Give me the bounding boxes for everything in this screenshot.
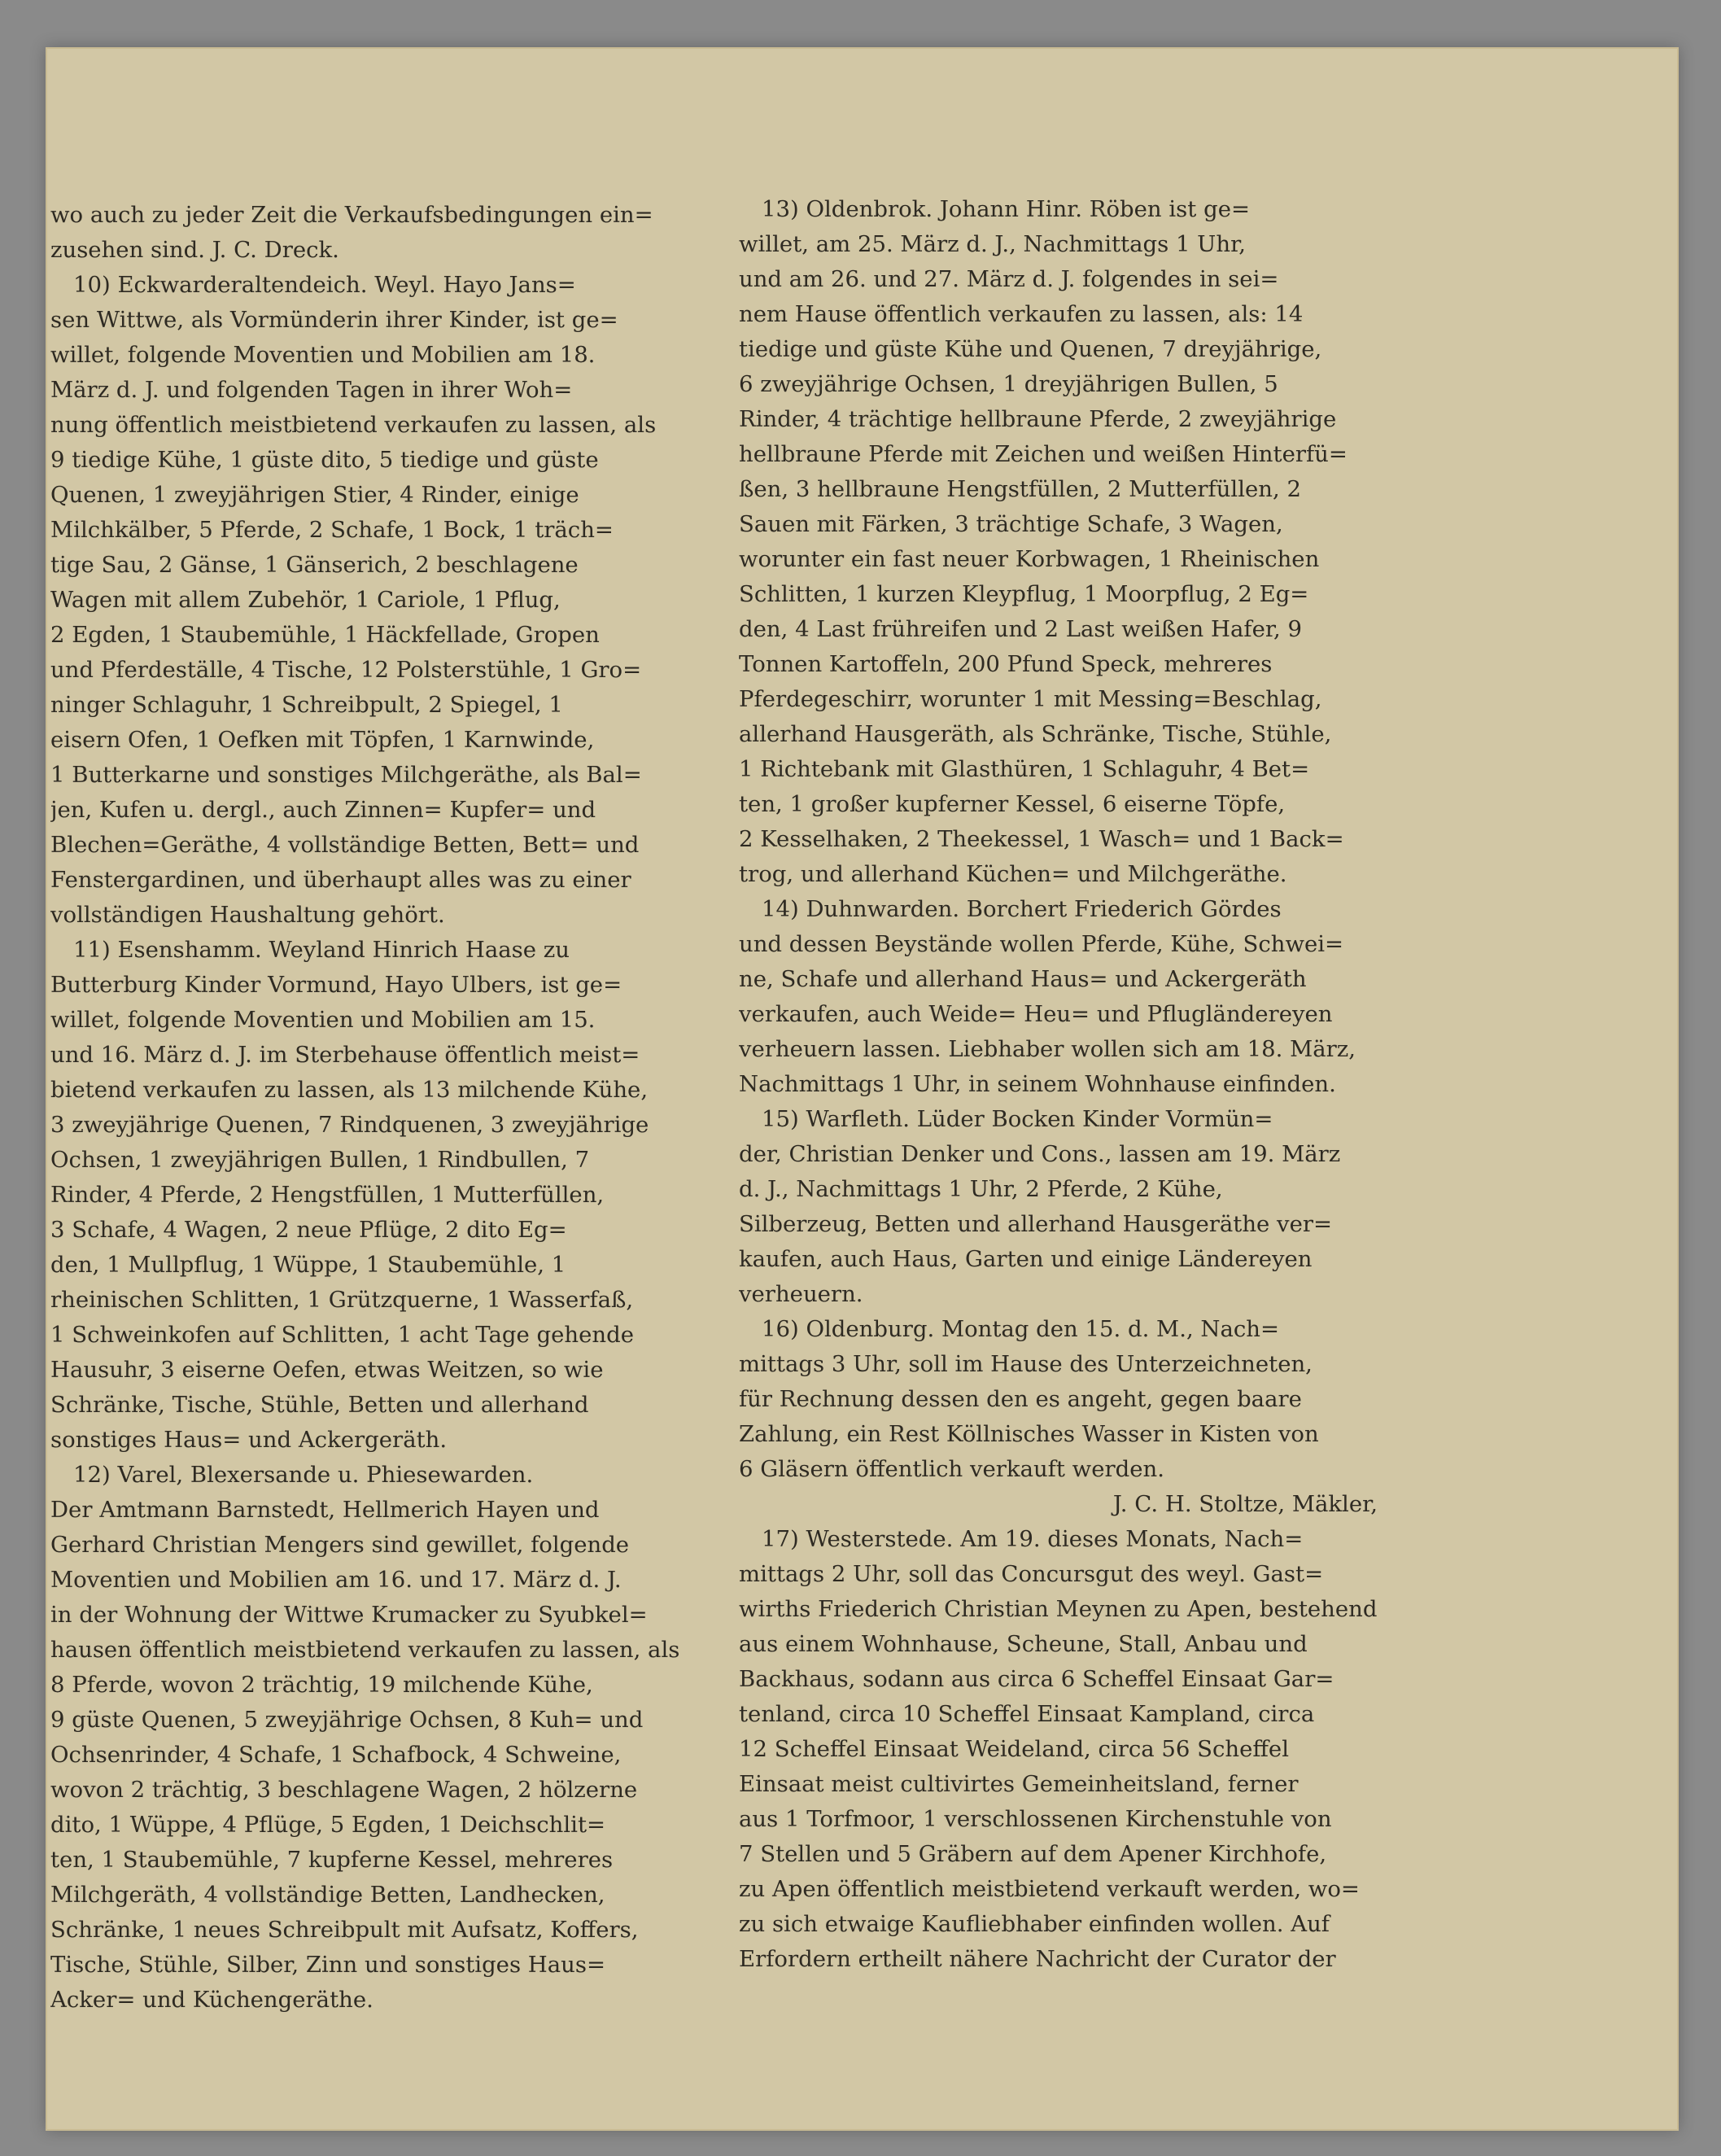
text-line: hellbraune Pferde mit Zeichen und weißen Hinterfü= (739, 441, 1348, 467)
text-line: Butterburg Kinder Vormund, Hayo Ulbers, ist ge= (50, 972, 622, 998)
text-line: den, 1 Mullpflug, 1 Wüppe, 1 Staubemühle, 1 (50, 1252, 566, 1278)
text-line: 12 Scheffel Einsaat Weideland, circa 56 Scheffel (739, 1736, 1289, 1762)
text-line: 6 zweyjährige Ochsen, 1 dreyjährigen Bullen, 5 (739, 371, 1278, 397)
text-line: willet, am 25. März d. J., Nachmittags 1 Uhr, (739, 231, 1246, 257)
text-line: tiedige und güste Kühe und Quenen, 7 dreyjährige, (739, 336, 1322, 362)
text-line: mittags 2 Uhr, soll das Concursgut des weyl. Gast= (739, 1561, 1324, 1587)
text-line: mittags 3 Uhr, soll im Hause des Unterzeichneten, (739, 1351, 1313, 1377)
text-line: nem Hause öffentlich verkaufen zu lassen, als: 14 (739, 301, 1304, 327)
text-line: ten, 1 Staubemühle, 7 kupferne Kessel, mehreres (50, 1847, 614, 1873)
text-line: hausen öffentlich meistbietend verkaufen zu lassen, als (50, 1637, 680, 1663)
text-line: Erfordern ertheilt nähere Nachricht der Curator der (739, 1946, 1336, 1972)
text-line: 1 Butterkarne und sonstiges Milchgeräthe, als Bal= (50, 762, 642, 788)
text-line: Fenstergardinen, und überhaupt alles was zu einer (50, 867, 631, 893)
text-line: für Rechnung dessen den es angeht, gegen baare (739, 1386, 1302, 1412)
text-line: Tische, Stühle, Silber, Zinn und sonstiges Haus= (50, 1952, 606, 1978)
text-line: und am 26. und 27. März d. J. folgendes in sei= (739, 266, 1279, 292)
text-line: ßen, 3 hellbraune Hengstfüllen, 2 Mutterfüllen, 2 (739, 476, 1301, 502)
text-line: 3 Schafe, 4 Wagen, 2 neue Pflüge, 2 dito Eg= (50, 1217, 567, 1243)
text-line: worunter ein fast neuer Korbwagen, 1 Rheinischen (739, 546, 1320, 572)
text-line: 12) Varel, Blexersande u. Phiesewarden. (73, 1462, 534, 1488)
text-line: rheinischen Schlitten, 1 Grützquerne, 1 Wasserfaß, (50, 1287, 634, 1313)
text-line: Silberzeug, Betten und allerhand Hausgeräthe ver= (739, 1211, 1333, 1237)
right-column (739, 192, 1475, 1977)
text-line: Milchgeräth, 4 vollständige Betten, Landhecken, (50, 1882, 605, 1908)
text-line: zusehen sind. J. C. Dreck. (50, 237, 339, 263)
text-line: Quenen, 1 zweyjährigen Stier, 4 Rinder, einige (50, 482, 579, 508)
text-line: tenland, circa 10 Scheffel Einsaat Kampland, circa (739, 1701, 1315, 1727)
text-line: 3 zweyjährige Quenen, 7 Rindquenen, 3 zweyjährige (50, 1112, 649, 1138)
text-line: Ochsen, 1 zweyjährigen Bullen, 1 Rindbullen, 7 (50, 1147, 590, 1173)
text-line: der, Christian Denker und Cons., lassen am 19. März (739, 1141, 1341, 1167)
text-line: wirths Friederich Christian Meynen zu Apen, bestehend (739, 1596, 1378, 1622)
text-line: d. J., Nachmittags 1 Uhr, 2 Pferde, 2 Kühe, (739, 1176, 1223, 1202)
text-line: 2 Kesselhaken, 2 Theekessel, 1 Wasch= und 1 Back= (739, 826, 1344, 852)
text-line: bietend verkaufen zu lassen, als 13 milchende Kühe, (50, 1077, 649, 1103)
text-line: tige Sau, 2 Gänse, 1 Gänserich, 2 beschlagene (50, 552, 579, 578)
text-line: 6 Gläsern öffentlich verkauft werden. (739, 1456, 1164, 1482)
text-line: Schlitten, 1 kurzen Kleypflug, 1 Moorpflug, 2 Eg= (739, 581, 1309, 607)
text-line: 13) Oldenbrok. Johann Hinr. Röben ist ge= (762, 196, 1251, 222)
text-line: 1 Richtebank mit Glasthüren, 1 Schlaguhr, 4 Bet= (739, 756, 1310, 782)
text-line: 9 güste Quenen, 5 zweyjährige Ochsen, 8 Kuh= und (50, 1707, 644, 1733)
text-line: 8 Pferde, wovon 2 trächtig, 19 milchende Kühe, (50, 1672, 593, 1698)
text-line: Ochsenrinder, 4 Schafe, 1 Schafbock, 4 Schweine, (50, 1742, 622, 1768)
text-line: zu sich etwaige Kaufliebhaber einfinden wollen. Auf (739, 1911, 1330, 1937)
text-line: 7 Stellen und 5 Gräbern auf dem Apener Kirchhofe, (739, 1841, 1327, 1867)
text-line: den, 4 Last frühreifen und 2 Last weißen Hafer, 9 (739, 616, 1302, 642)
text-line: 11) Esenshamm. Weyland Hinrich Haase zu (73, 937, 570, 963)
text-line: in der Wohnung der Wittwe Krumacker zu Syubkel= (50, 1602, 648, 1628)
text-line: 1 Schweinkofen auf Schlitten, 1 acht Tage gehende (50, 1322, 634, 1348)
text-line: aus einem Wohnhause, Scheune, Stall, Anbau und (739, 1631, 1308, 1657)
text-line: März d. J. und folgenden Tagen in ihrer Woh= (50, 377, 573, 403)
text-line: Wagen mit allem Zubehör, 1 Cariole, 1 Pflug, (50, 587, 561, 613)
text-line: 9 tiedige Kühe, 1 güste dito, 5 tiedige und güste (50, 447, 599, 473)
text-line: sen Wittwe, als Vormünderin ihrer Kinder, ist ge= (50, 307, 618, 333)
text-line: allerhand Hausgeräth, als Schränke, Tische, Stühle, (739, 721, 1332, 747)
text-line: Rinder, 4 Pferde, 2 Hengstfüllen, 1 Mutterfüllen, (50, 1182, 605, 1208)
text-line: Backhaus, sodann aus circa 6 Scheffel Einsaat Gar= (739, 1666, 1334, 1692)
text-line: Nachmittags 1 Uhr, in seinem Wohnhause einfinden. (739, 1071, 1336, 1097)
text-line: 15) Warfleth. Lüder Bocken Kinder Vormün= (762, 1106, 1273, 1132)
text-line: nung öffentlich meistbietend verkaufen zu lassen, als (50, 412, 657, 438)
text-line: wo auch zu jeder Zeit die Verkaufsbedingungen ein= (50, 202, 653, 228)
text-line: Einsaat meist cultivirtes Gemeinheitsland, ferner (739, 1771, 1299, 1797)
text-line: ne, Schafe und allerhand Haus= und Ackergeräth (739, 966, 1307, 992)
text-line: Rinder, 4 trächtige hellbraune Pferde, 2 zweyjährige (739, 406, 1337, 432)
text-line: 10) Eckwarderaltendeich. Weyl. Hayo Jans= (73, 272, 576, 298)
text-line: Gerhard Christian Mengers sind gewillet, folgende (50, 1532, 630, 1558)
text-line: Moventien und Mobilien am 16. und 17. März d. J. (50, 1567, 622, 1593)
text-line: trog, und allerhand Küchen= und Milchgeräthe. (739, 861, 1287, 887)
text-line: und Pferdeställe, 4 Tische, 12 Polsterstühle, 1 Gro= (50, 657, 642, 683)
text-line: Blechen=Geräthe, 4 vollständige Betten, Bett= und (50, 832, 640, 858)
text-line: willet, folgende Moventien und Mobilien am 18. (50, 342, 596, 368)
text-line: 17) Westerstede. Am 19. dieses Monats, Nach= (762, 1526, 1304, 1552)
newspaper-page (46, 47, 1679, 2131)
text-line: J. C. H. Stoltze, Mäkler, (1112, 1491, 1378, 1517)
text-line: Sauen mit Färken, 3 trächtige Schafe, 3 Wagen, (739, 511, 1283, 537)
text-line: 16) Oldenburg. Montag den 15. d. M., Nach= (762, 1316, 1280, 1342)
text-line: 2 Egden, 1 Staubemühle, 1 Häckfellade, Gropen (50, 622, 600, 648)
text-line: vollständigen Haushaltung gehört. (50, 902, 445, 928)
text-line: jen, Kufen u. dergl., auch Zinnen= Kupfer= und (50, 797, 596, 823)
text-line: eisern Ofen, 1 Oefken mit Töpfen, 1 Karnwinde, (50, 727, 595, 753)
text-line: verheuern. (739, 1281, 863, 1307)
text-line: Pferdegeschirr, worunter 1 mit Messing=Beschlag, (739, 686, 1322, 712)
text-line: zu Apen öffentlich meistbietend verkauft werden, wo= (739, 1876, 1360, 1902)
text-line: ten, 1 großer kupferner Kessel, 6 eiserne Töpfe, (739, 791, 1286, 817)
left-column (50, 198, 775, 2018)
text-line: Der Amtmann Barnstedt, Hellmerich Hayen und (50, 1497, 600, 1523)
text-line: Zahlung, ein Rest Köllnisches Wasser in Kisten von (739, 1421, 1319, 1447)
text-line: sonstiges Haus= und Ackergeräth. (50, 1427, 448, 1453)
text-line: und dessen Beystände wollen Pferde, Kühe, Schwei= (739, 931, 1344, 957)
text-line: ninger Schlaguhr, 1 Schreibpult, 2 Spiegel, 1 (50, 692, 563, 718)
text-line: aus 1 Torfmoor, 1 verschlossenen Kirchenstuhle von (739, 1806, 1332, 1832)
text-line: Schränke, Tische, Stühle, Betten und allerhand (50, 1392, 589, 1418)
text-line: willet, folgende Moventien und Mobilien am 15. (50, 1007, 596, 1033)
text-line: verheuern lassen. Liebhaber wollen sich am 18. März, (739, 1036, 1356, 1062)
text-line: kaufen, auch Haus, Garten und einige Ländereyen (739, 1246, 1313, 1272)
text-line: Acker= und Küchengeräthe. (50, 1987, 373, 2013)
text-line: Hausuhr, 3 eiserne Oefen, etwas Weitzen, so wie (50, 1357, 604, 1383)
text-line: und 16. März d. J. im Sterbehause öffentlich meist= (50, 1042, 640, 1068)
text-line: Schränke, 1 neues Schreibpult mit Aufsatz, Koffers, (50, 1917, 639, 1943)
text-line: wovon 2 trächtig, 3 beschlagene Wagen, 2 hölzerne (50, 1777, 638, 1803)
text-line: Milchkälber, 5 Pferde, 2 Schafe, 1 Bock, 1 träch= (50, 517, 614, 543)
text-line: verkaufen, auch Weide= Heu= und Pflugländereyen (739, 1001, 1333, 1027)
text-line: dito, 1 Wüppe, 4 Pflüge, 5 Egden, 1 Deichschlit= (50, 1812, 606, 1838)
text-line: 14) Duhnwarden. Borchert Friederich Gördes (762, 896, 1282, 922)
text-line: Tonnen Kartoffeln, 200 Pfund Speck, mehreres (739, 651, 1273, 677)
